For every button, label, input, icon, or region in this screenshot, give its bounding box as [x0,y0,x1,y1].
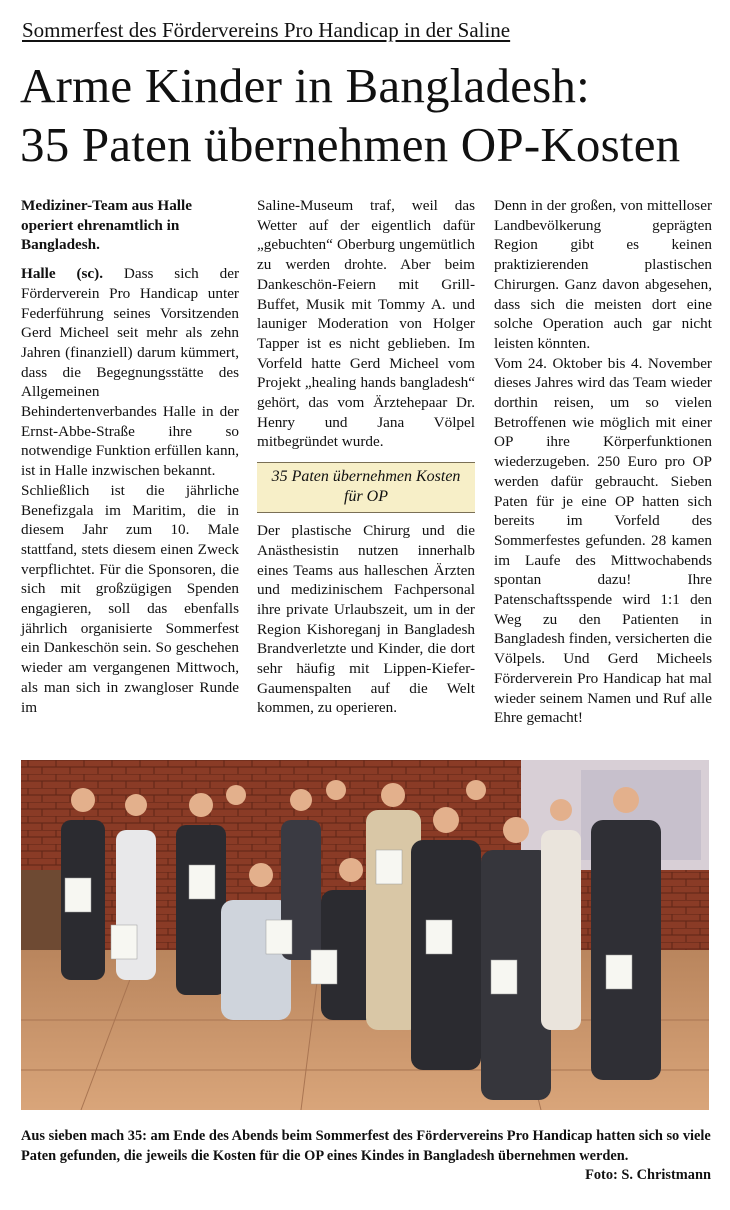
subheading-box: 35 Paten übernehmen Kosten für OP [257,462,475,513]
dateline: Halle (sc). [21,265,104,283]
paragraph-intro [21,264,239,481]
text-column-3 [494,196,712,728]
group-photo-illustration [21,760,709,1110]
paragraph: Denn in der großen, von mittelloser Landbevölkerung geprägten Region gibt es keinen praktizierenden plastischen Chirurgen. Ganz davon abgesehen, dass sich die meisten dort eine solche Operation auch gar nicht leisten könnten. [494,197,712,352]
photo-caption [21,1127,711,1186]
paragraph: Der plastische Chirurg und die Anästhesistin nutzen innerhalb eines Teams aus halleschen Ärzten und medizinischem Fachpersonal ihre private Urlaubszeit, um in der Region Kishoreganj in Bangladesh Brandverletzte und Kinder, die dort sehr häufig mit Lippen-Kiefer-Gaumenspalten auf die Welt kommen, zu operieren. [257,522,475,717]
headline-line-2: 35 Paten übernehmen OP-Kosten [20,117,681,172]
paragraph: Vom 24. Oktober bis 4. November dieses Jahres wird das Team wieder dorthin reisen, um so vielen Betroffenen wie möglich mit einer OP ihre Körperfunktionen wiederzugeben. 250 Euro pro OP werden dafür gebraucht. Sieben Paten für je eine OP hatten sich bereits im Vorfeld des Sommerfestes gefunden. 28 kamen im Laufe des Mittwochabends spontan dazu! Ihre Patenschaftsspende wird 1:1 den Weg zu den Patienten in Bangladesh finden, versicherten die Völpels. Und Gerd Micheels Förderverein Pro Handicap hat mal wieder seinem Namen und Ruf alle Ehre gemacht! [494,354,712,727]
photo-credit: Foto: S. Christmann [585,1167,711,1183]
text-column-2 [257,196,475,718]
caption-text: Aus sieben mach 35: am Ende des Abends beim Sommerfest des Fördervereins Pro Handicap hatten sich so viele Paten gefunden, die jeweils die Kosten für die OP eines Kindes in Bangladesh übernehmen werden. [21,1128,711,1164]
article-headline [20,56,720,174]
headline-line-1: Arme Kinder in Bangladesh: [20,58,590,113]
article-lead: Mediziner-Team aus Halle operiert ehrenamtlich in Bangladesh. [21,197,192,254]
intro-text: Dass sich der Förderverein Pro Handicap unter Federführung seines Vorsitzenden Gerd Micheel seit mehr als zehn Jahren (finanziell) darum kümmert, dass die Begegnungsstätte des Allgemeinen Behindertenverbandes Halle in der Ernst-Abbe-Straße ihre so notwendige Funktion erfüllen kann, ist in Halle inzwischen bekannt. [21,265,240,480]
paragraph: Schließlich ist die jährliche Benefizgala im Maritim, die in diesem Jahr zum 10. Male stattfand, stets diesem einen Zweck verpflichtet. Für die Sponsoren, die sich mit großzügigen Spenden engagieren, soll das ebenfalls jährlich organisierte Sommerfest ein Dankeschön sein. So geschehen wieder am vergangenen Mittwoch, als man sich in zwangloser Runde im [21,481,239,716]
text-column-1 [21,196,239,717]
group-photo [21,760,709,1110]
paragraph: Saline-Museum traf, weil das Wetter auf der eigentlich dafür „gebuchten“ Oberburg ungemütlich zu werden drohte. Aber beim Dankeschön-Feiern mit Grill-Buffet, Musik mit Tommy A. und launiger Moderation von Holger Tapper ist es nicht geblieben. Im Vorfeld hatte Gerd Micheel vom Projekt „healing hands bangladesh“ gehört, das vom Ärztehepaar Dr. Henry und Jana Völpel mitbegründet wurde. [257,197,475,451]
article-kicker: Sommerfest des Fördervereins Pro Handicap in der Saline [22,18,511,42]
